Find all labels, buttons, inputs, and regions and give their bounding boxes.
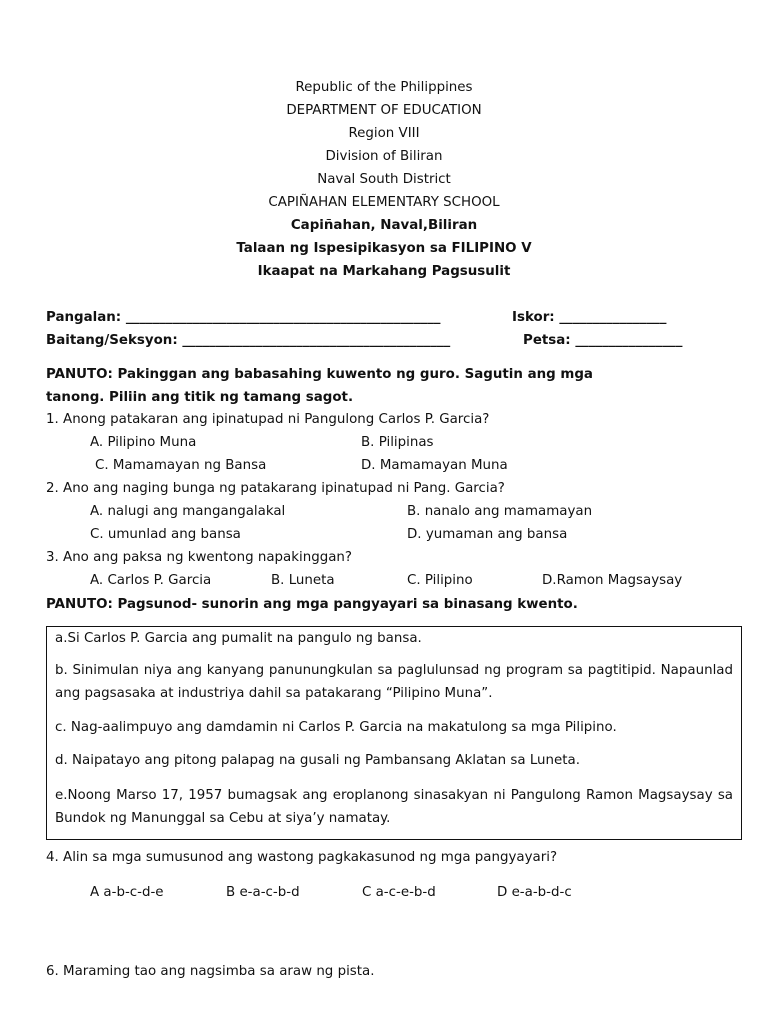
header-district: Naval South District [317,172,451,187]
q2-choice-b: B. nanalo ang mamamayan [407,504,593,519]
instruction-line-2: tanong. Piliin ang titik ng tamang sagot. [46,390,354,405]
page-subtitle: Ikaapat na Markahang Pagsusulit [257,264,511,279]
q4-choice-a: A a-b-c-d-e [90,885,164,900]
q1-choice-a: A. Pilipino Muna [90,435,197,450]
header-division: Division of Biliran [325,149,443,164]
page-title: Talaan ng Ispesipikasyon sa FILIPINO V [236,241,532,256]
q3-choice-b: B. Luneta [271,573,335,588]
event-e: e.Noong Marso 17, 1957 bumagsak ang eroplanong sinasakyan ni Pangulong Ramon Magsaysay sa Bundok ng Manunggal sa Cebu at siya’y namatay. [55,788,733,826]
header-school: CAPIÑAHAN ELEMENTARY SCHOOL [268,195,500,210]
q1-choice-d: D. Mamamayan Muna [361,458,508,473]
header-department: DEPARTMENT OF EDUCATION [286,103,482,118]
instruction-sequencing: PANUTO: Pagsunod- sunorin ang mga pangyayari sa binasang kwento. [46,597,578,612]
event-a: a.Si Carlos P. Garcia ang pumalit na pangulo ng bansa. [55,631,422,646]
instruction-line-1: PANUTO: Pakinggan ang babasahing kuwento ng guro. Sagutin ang mga [46,367,593,382]
question-3: 3. Ano ang paksa ng kwentong napakinggan? [46,550,352,565]
events-box [46,626,742,840]
q1-choice-c: C. Mamamayan ng Bansa [95,458,267,473]
name-field: Pangalan: _______________________________________________ [46,310,441,325]
header-region: Region VIII [348,126,420,141]
event-c: c. Nag-aalimpuyo ang damdamin ni Carlos P. Garcia na makatulong sa mga Pilipino. [55,720,617,735]
question-2: 2. Ano ang naging bunga ng patakarang ipinatupad ni Pang. Garcia? [46,481,505,496]
q4-choice-b: B e-a-c-b-d [226,885,300,900]
q3-choice-d: D.Ramon Magsaysay [542,573,683,588]
question-6: 6. Maraming tao ang nagsimba sa araw ng pista. [46,964,375,979]
question-1: 1. Anong patakaran ang ipinatupad ni Pangulong Carlos P. Garcia? [46,412,490,427]
q4-choice-d: D e-a-b-d-c [497,885,572,900]
q2-choice-c: C. umunlad ang bansa [90,527,241,542]
q2-choice-a: A. nalugi ang mangangalakal [90,504,286,519]
q3-choice-a: A. Carlos P. Garcia [90,573,212,588]
score-field: Iskor: ________________ [512,310,667,325]
header-republic: Republic of the Philippines [295,80,473,95]
date-field: Petsa: ________________ [523,333,683,348]
question-4: 4. Alin sa mga sumusunod ang wastong pagkakasunod ng mga pangyayari? [46,850,558,865]
q4-choice-c: C a-c-e-b-d [362,885,436,900]
q3-choice-c: C. Pilipino [407,573,473,588]
event-b: b. Sinimulan niya ang kanyang panunungkulan sa paglulunsad ng program sa pagtitipid. Napaunlad ang pagsasaka at industriya dahil sa patakarang “Pilipino Muna”. [55,663,733,701]
header-address: Capiñahan, Naval,Biliran [290,218,478,233]
section-field: Baitang/Seksyon: ________________________________________ [46,333,451,348]
q1-choice-b: B. Pilipinas [361,435,434,450]
event-d: d. Naipatayo ang pitong palapag na gusali ng Pambansang Aklatan sa Luneta. [55,753,580,768]
q2-choice-d: D. yumaman ang bansa [407,527,568,542]
